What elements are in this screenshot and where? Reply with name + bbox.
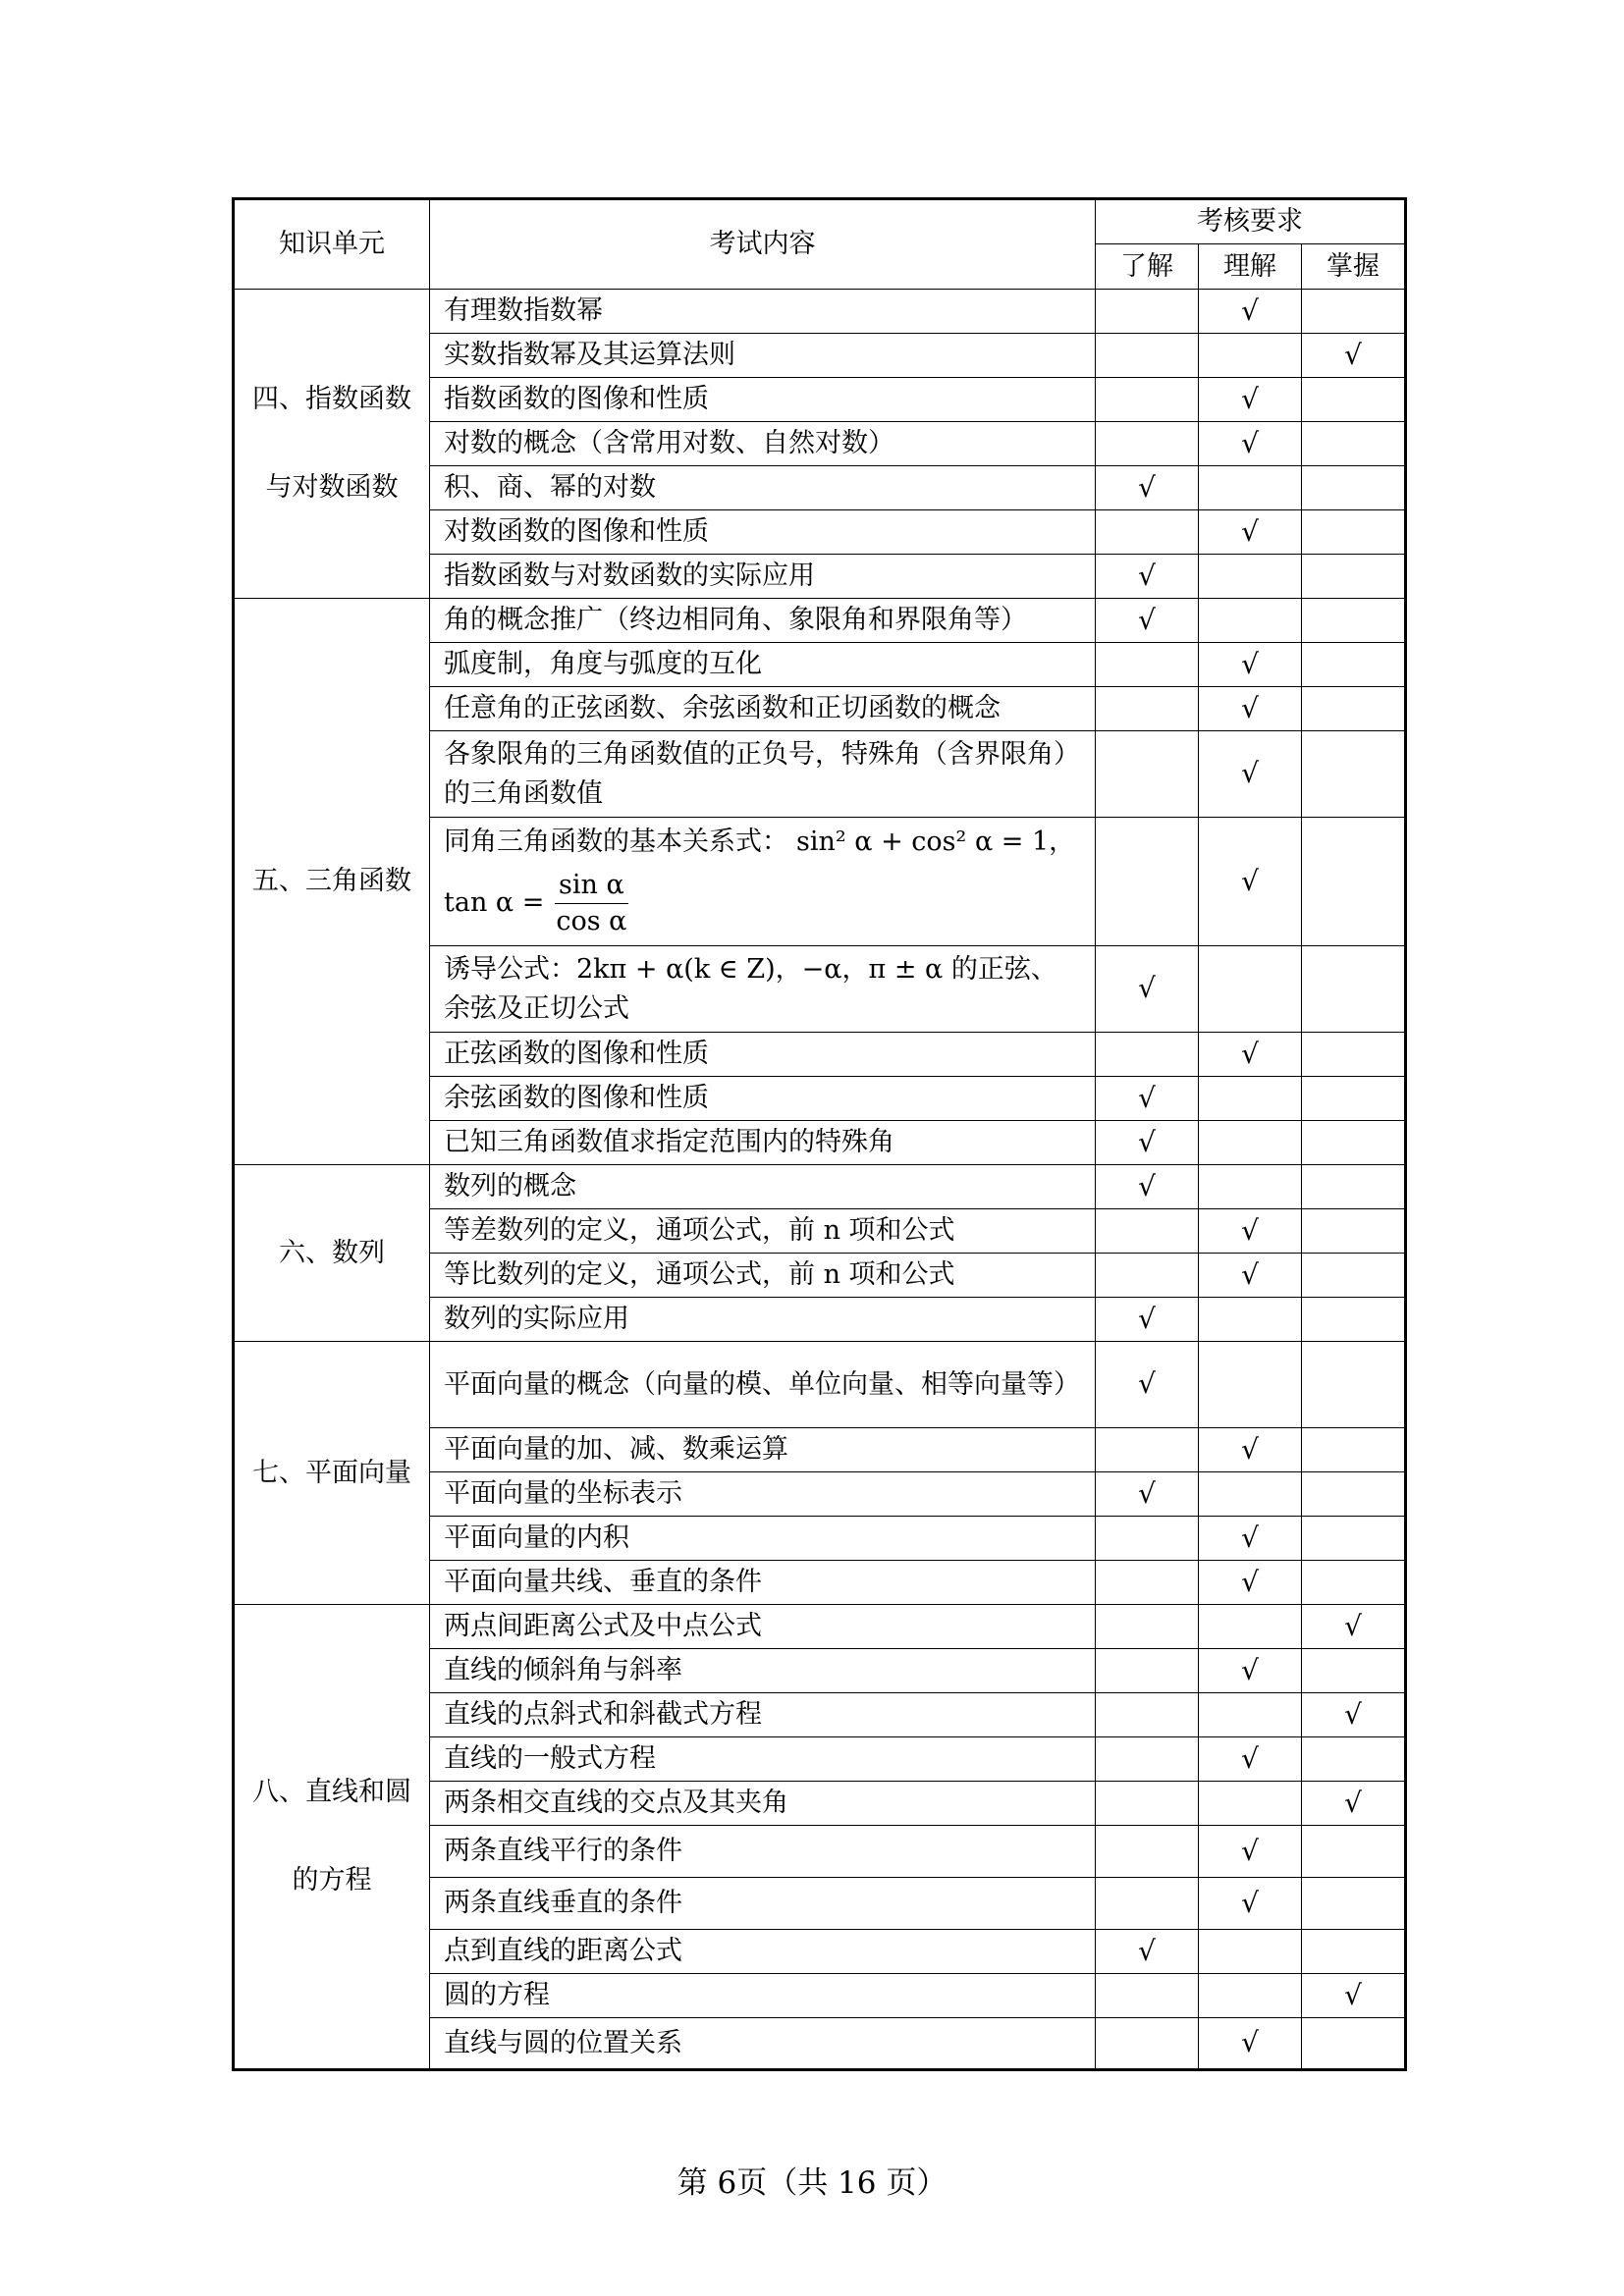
exam-content: 指数函数与对数函数的实际应用 [430, 555, 1096, 599]
exam-content: 任意角的正弦函数、余弦函数和正切函数的概念 [430, 687, 1096, 731]
check-cell [1096, 1077, 1199, 1121]
exam-content: 指数函数的图像和性质 [430, 378, 1096, 422]
check-mark-icon: √ [1241, 1213, 1259, 1247]
formula-line-1 [444, 821, 1081, 864]
fraction-denominator: cos α [556, 905, 627, 936]
header-content: 考试内容 [430, 199, 1096, 290]
table-row [234, 1605, 1406, 1649]
check-cell [1096, 1974, 1199, 2018]
identity-formula: sin² α + cos² α = 1， [796, 827, 1076, 858]
check-mark-icon: √ [1344, 1978, 1362, 2011]
check-mark-icon: √ [1344, 1697, 1362, 1731]
check-cell [1302, 510, 1406, 555]
check-cell [1302, 1472, 1406, 1517]
check-cell [1302, 687, 1406, 731]
exam-content: 有理数指数幂 [430, 290, 1096, 334]
exam-content: 两条直线垂直的条件 [430, 1878, 1096, 1930]
exam-content: 平面向量的内积 [430, 1517, 1096, 1561]
check-cell [1199, 687, 1302, 731]
check-cell [1096, 1298, 1199, 1342]
exam-content: 已知三角函数值求指定范围内的特殊角 [430, 1121, 1096, 1165]
check-cell [1302, 466, 1406, 510]
formula-line-2 [444, 864, 1081, 942]
check-cell [1199, 1561, 1302, 1605]
exam-content: 角的概念推广（终边相同角、象限角和界限角等） [430, 599, 1096, 643]
check-mark-icon: √ [1138, 1367, 1156, 1401]
check-cell [1096, 1737, 1199, 1782]
exam-content: 直线的点斜式和斜截式方程 [430, 1693, 1096, 1737]
exam-content: 两条直线平行的条件 [430, 1826, 1096, 1878]
check-cell [1096, 510, 1199, 555]
header-level-comprehend: 理解 [1199, 244, 1302, 290]
check-cell [1096, 1209, 1199, 1254]
check-cell [1302, 1298, 1406, 1342]
check-cell [1302, 946, 1406, 1033]
check-cell [1199, 1693, 1302, 1737]
check-mark-icon: √ [1241, 426, 1259, 459]
exam-content: 数列的实际应用 [430, 1298, 1096, 1342]
check-cell [1096, 422, 1199, 466]
check-cell [1199, 510, 1302, 555]
check-mark-icon: √ [1241, 1521, 1259, 1554]
check-mark-icon: √ [1138, 1302, 1156, 1335]
check-mark-icon: √ [1241, 864, 1259, 897]
exam-content: 圆的方程 [430, 1974, 1096, 2018]
exam-content: 直线的倾斜角与斜率 [430, 1649, 1096, 1693]
unit-name [234, 290, 430, 599]
check-cell [1302, 1165, 1406, 1209]
check-cell [1199, 1974, 1302, 2018]
check-cell [1302, 1737, 1406, 1782]
check-cell [1199, 1517, 1302, 1561]
table-row [234, 1342, 1406, 1428]
check-cell [1199, 555, 1302, 599]
check-mark-icon: √ [1344, 1786, 1362, 1819]
check-mark-icon: √ [1241, 691, 1259, 724]
check-cell [1199, 818, 1302, 946]
exam-content: 对数函数的图像和性质 [430, 510, 1096, 555]
check-cell [1199, 1782, 1302, 1826]
check-cell [1199, 1121, 1302, 1165]
check-mark-icon: √ [1241, 1834, 1259, 1867]
check-cell [1096, 555, 1199, 599]
check-cell [1302, 422, 1406, 466]
fraction [552, 868, 630, 939]
check-cell [1302, 334, 1406, 378]
check-cell [1199, 1298, 1302, 1342]
check-cell [1199, 599, 1302, 643]
check-cell [1096, 731, 1199, 818]
unit-name-line: 八、直线和圆 [252, 1777, 411, 1807]
check-cell [1199, 1033, 1302, 1077]
check-mark-icon: √ [1241, 2026, 1259, 2059]
check-mark-icon: √ [1138, 1169, 1156, 1202]
table-row [234, 290, 1406, 334]
check-mark-icon: √ [1241, 382, 1259, 415]
check-cell [1302, 1517, 1406, 1561]
check-cell [1096, 643, 1199, 687]
tan-formula: tan α = [444, 887, 545, 919]
check-cell [1302, 1782, 1406, 1826]
exam-content: 各象限角的三角函数值的正负号，特殊角（含界限角）的三角函数值 [430, 731, 1096, 818]
check-cell [1199, 643, 1302, 687]
check-cell [1302, 1878, 1406, 1930]
check-cell [1096, 1826, 1199, 1878]
check-cell [1302, 1428, 1406, 1472]
exam-content: 对数的概念（含常用对数、自然对数） [430, 422, 1096, 466]
check-cell [1096, 1517, 1199, 1561]
check-cell [1096, 334, 1199, 378]
check-cell [1302, 1826, 1406, 1878]
header-level-master: 掌握 [1302, 244, 1406, 290]
exam-content: 两条相交直线的交点及其夹角 [430, 1782, 1096, 1826]
check-cell [1302, 818, 1406, 946]
check-cell [1096, 1605, 1199, 1649]
check-cell [1096, 1561, 1199, 1605]
check-cell [1199, 1930, 1302, 1974]
check-cell [1302, 378, 1406, 422]
check-cell [1096, 1342, 1199, 1428]
exam-content: 数列的概念 [430, 1165, 1096, 1209]
check-cell [1302, 1974, 1406, 2018]
check-mark-icon: √ [1241, 294, 1259, 327]
check-mark-icon: √ [1138, 1476, 1156, 1510]
check-cell [1199, 1737, 1302, 1782]
exam-content: 积、商、幂的对数 [430, 466, 1096, 510]
check-cell [1302, 1342, 1406, 1428]
check-mark-icon: √ [1241, 757, 1259, 790]
check-mark-icon: √ [1344, 1609, 1362, 1642]
exam-content: 实数指数幂及其运算法则 [430, 334, 1096, 378]
check-cell [1302, 643, 1406, 687]
check-cell [1199, 1254, 1302, 1298]
check-mark-icon: √ [1241, 1741, 1259, 1775]
check-cell [1199, 422, 1302, 466]
check-cell [1302, 1930, 1406, 1974]
check-cell [1302, 1254, 1406, 1298]
unit-name [234, 1605, 430, 2070]
check-cell [1096, 290, 1199, 334]
check-cell [1199, 1428, 1302, 1472]
unit-name-line: 与对数函数 [265, 472, 399, 503]
exam-content: 平面向量的加、减、数乘运算 [430, 1428, 1096, 1472]
check-cell [1302, 731, 1406, 818]
check-mark-icon: √ [1241, 1653, 1259, 1686]
exam-content: 余弦函数的图像和性质 [430, 1077, 1096, 1121]
check-mark-icon: √ [1241, 514, 1259, 548]
exam-content: 两点间距离公式及中点公式 [430, 1605, 1096, 1649]
check-cell [1302, 1033, 1406, 1077]
exam-content: 等比数列的定义，通项公式，前 n 项和公式 [430, 1254, 1096, 1298]
check-cell [1199, 378, 1302, 422]
check-mark-icon: √ [1241, 647, 1259, 680]
check-cell [1302, 1121, 1406, 1165]
check-cell [1096, 599, 1199, 643]
content-text: 同角三角函数的基本关系式： [444, 827, 788, 858]
exam-content [430, 818, 1096, 946]
fraction-numerator: sin α [555, 868, 628, 904]
check-cell [1096, 1121, 1199, 1165]
exam-content: 诱导公式：2kπ + α(k ∈ Z)，−α，π ± α 的正弦、余弦及正切公式 [430, 946, 1096, 1033]
page-footer: 第 6页（共 16 页） [677, 2165, 947, 2201]
check-cell [1096, 1878, 1199, 1930]
unit-name-line: 的方程 [292, 1865, 372, 1896]
check-cell [1199, 466, 1302, 510]
check-cell [1096, 946, 1199, 1033]
header-requirements: 考核要求 [1096, 199, 1406, 244]
check-cell [1199, 946, 1302, 1033]
check-cell [1302, 1693, 1406, 1737]
check-mark-icon: √ [1241, 1432, 1259, 1466]
unit-name-line: 四、指数函数 [252, 384, 411, 414]
check-cell [1199, 1878, 1302, 1930]
exam-content: 等差数列的定义，通项公式，前 n 项和公式 [430, 1209, 1096, 1254]
unit-name-line: 六、数列 [279, 1237, 385, 1268]
check-cell [1199, 1209, 1302, 1254]
check-cell [1096, 1033, 1199, 1077]
check-cell [1096, 1428, 1199, 1472]
check-mark-icon: √ [1138, 559, 1156, 592]
exam-content: 平面向量的坐标表示 [430, 1472, 1096, 1517]
exam-content: 点到直线的距离公式 [430, 1930, 1096, 1974]
syllabus-table [232, 197, 1407, 2071]
check-cell [1096, 1782, 1199, 1826]
header-level-understand-basic: 了解 [1096, 244, 1199, 290]
unit-name [234, 1342, 430, 1605]
exam-content: 正弦函数的图像和性质 [430, 1033, 1096, 1077]
check-cell [1302, 1561, 1406, 1605]
check-cell [1199, 1472, 1302, 1517]
check-cell [1096, 1254, 1199, 1298]
check-mark-icon: √ [1138, 1081, 1156, 1114]
check-cell [1199, 2018, 1302, 2070]
check-cell [1096, 1693, 1199, 1737]
exam-content: 直线与圆的位置关系 [430, 2018, 1096, 2070]
exam-content: 直线的一般式方程 [430, 1737, 1096, 1782]
check-cell [1302, 1649, 1406, 1693]
check-cell [1096, 687, 1199, 731]
unit-name [234, 599, 430, 1165]
check-cell [1096, 818, 1199, 946]
check-cell [1096, 466, 1199, 510]
exam-content: 平面向量的概念（向量的模、单位向量、相等向量等） [430, 1342, 1096, 1428]
check-cell [1199, 731, 1302, 818]
check-cell [1096, 1649, 1199, 1693]
check-mark-icon: √ [1241, 1257, 1259, 1291]
exam-content: 平面向量共线、垂直的条件 [430, 1561, 1096, 1605]
check-cell [1199, 334, 1302, 378]
check-cell [1096, 1472, 1199, 1517]
check-cell [1302, 599, 1406, 643]
check-cell [1302, 1077, 1406, 1121]
check-mark-icon: √ [1241, 1886, 1259, 1919]
check-cell [1199, 290, 1302, 334]
unit-name-line: 五、三角函数 [252, 866, 411, 896]
check-mark-icon: √ [1138, 972, 1156, 1005]
check-mark-icon: √ [1138, 1934, 1156, 1967]
check-cell [1302, 555, 1406, 599]
check-mark-icon: √ [1241, 1037, 1259, 1070]
check-cell [1096, 1930, 1199, 1974]
check-cell [1302, 1605, 1406, 1649]
check-cell [1096, 2018, 1199, 2070]
check-mark-icon: √ [1344, 338, 1362, 371]
check-mark-icon: √ [1138, 470, 1156, 504]
check-mark-icon: √ [1138, 603, 1156, 636]
check-cell [1096, 378, 1199, 422]
unit-name-line: 七、平面向量 [252, 1457, 411, 1488]
check-cell [1199, 1826, 1302, 1878]
check-cell [1302, 1209, 1406, 1254]
check-mark-icon: √ [1241, 1565, 1259, 1598]
unit-name [234, 1165, 430, 1342]
check-cell [1199, 1165, 1302, 1209]
table-row [234, 599, 1406, 643]
header-unit: 知识单元 [234, 199, 430, 290]
table-row [234, 1165, 1406, 1209]
check-cell [1302, 2018, 1406, 2070]
check-mark-icon: √ [1138, 1125, 1156, 1158]
check-cell [1199, 1605, 1302, 1649]
check-cell [1302, 290, 1406, 334]
check-cell [1199, 1649, 1302, 1693]
check-cell [1096, 1165, 1199, 1209]
check-cell [1199, 1342, 1302, 1428]
check-cell [1199, 1077, 1302, 1121]
exam-content: 弧度制，角度与弧度的互化 [430, 643, 1096, 687]
